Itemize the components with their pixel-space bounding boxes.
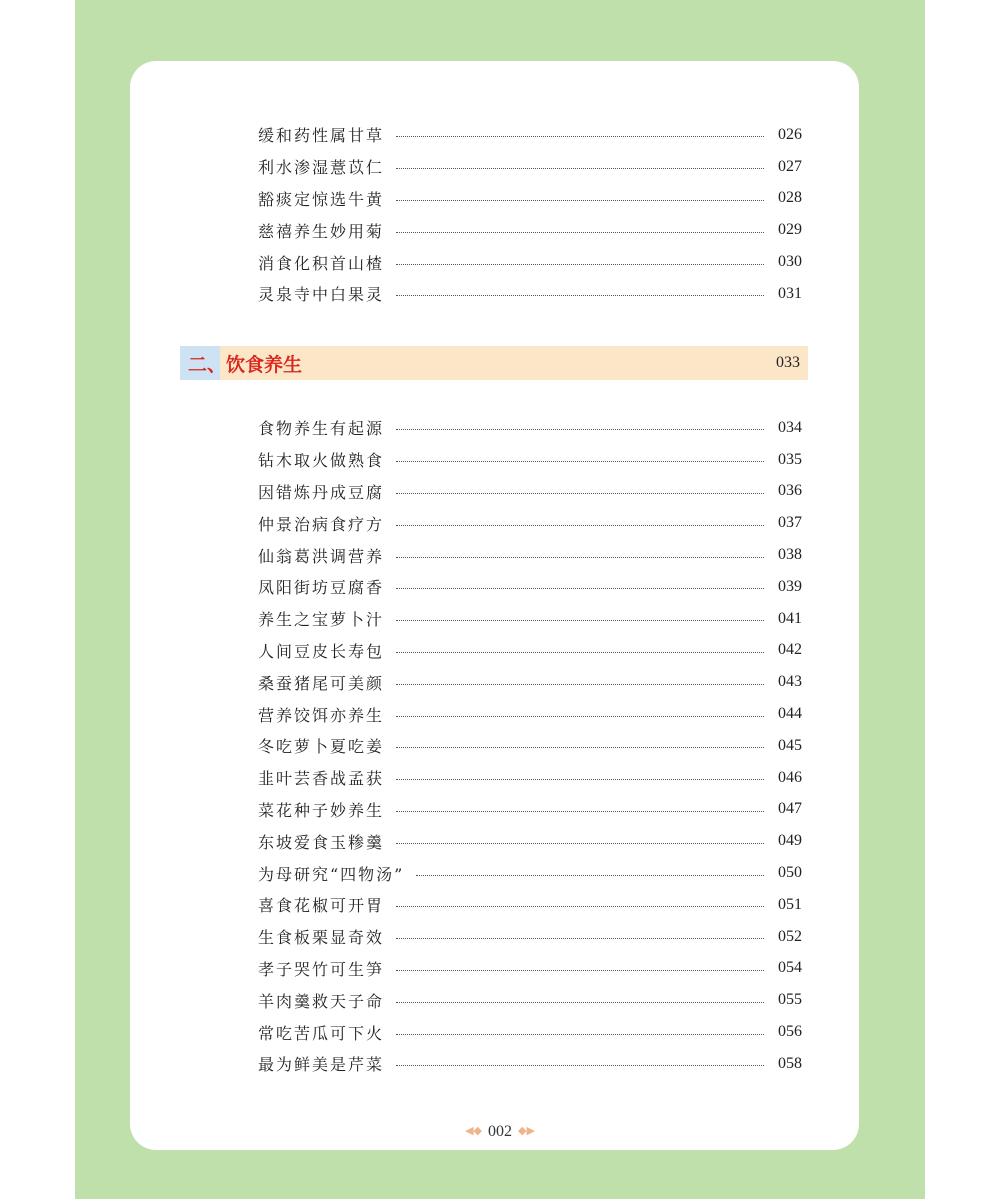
dot-leader (396, 429, 764, 430)
toc-entry-title: 利水渗湿薏苡仁 (258, 158, 385, 178)
toc-row[interactable] (258, 571, 802, 603)
toc-row[interactable] (258, 476, 802, 508)
toc-entry-page: 052 (778, 927, 802, 945)
dot-leader (396, 557, 764, 558)
left-ornament-icon: ◀◆ (465, 1125, 482, 1137)
toc-entry-page: 058 (778, 1054, 802, 1072)
dot-leader (396, 295, 764, 296)
dot-leader (396, 1065, 764, 1066)
toc-entry-title: 豁痰定惊选牛黄 (258, 189, 385, 209)
toc-entry-page: 039 (778, 577, 802, 595)
toc-row[interactable] (258, 246, 802, 278)
dot-leader (396, 1034, 764, 1035)
toc-continued-list (258, 119, 802, 310)
toc-entry-title: 慈禧养生妙用菊 (258, 221, 385, 241)
dot-leader (396, 811, 764, 812)
toc-row[interactable] (258, 889, 802, 921)
toc-entry-title: 常吃苦瓜可下火 (258, 1023, 385, 1043)
toc-entry-title: 钻木取火做熟食 (258, 451, 385, 471)
toc-entry-title: 仲景治病食疗方 (258, 514, 385, 534)
dot-leader (396, 843, 764, 844)
toc-entry-page: 045 (778, 736, 802, 754)
toc-row[interactable] (258, 412, 802, 444)
toc-entry-page: 055 (778, 991, 802, 1009)
dot-leader (396, 1002, 764, 1003)
toc-entry-page: 042 (778, 641, 802, 659)
dot-leader (396, 684, 764, 685)
toc-row[interactable] (258, 1016, 802, 1048)
dot-leader (396, 136, 764, 137)
dot-leader (396, 232, 764, 233)
toc-entry-page: 046 (778, 768, 802, 786)
toc-entry-page: 028 (778, 189, 802, 207)
dot-leader (396, 970, 764, 971)
toc-row[interactable] (258, 603, 802, 635)
toc-entry-page: 043 (778, 673, 802, 691)
dot-leader (396, 716, 764, 717)
toc-entry-page: 026 (778, 125, 802, 143)
toc-row[interactable] (258, 825, 802, 857)
toc-entry-title: 因错炼丹成豆腐 (258, 482, 385, 502)
toc-row[interactable] (258, 444, 802, 476)
toc-entry-page: 041 (778, 609, 802, 627)
toc-entry-title: 缓和药性属甘草 (258, 126, 385, 146)
toc-entry-page: 035 (778, 450, 802, 468)
toc-entry-page: 054 (778, 959, 802, 977)
toc-entry-title: 人间豆皮长寿包 (258, 641, 385, 661)
toc-row[interactable] (258, 278, 802, 310)
toc-row[interactable] (258, 1048, 802, 1080)
toc-entry-page: 056 (778, 1023, 802, 1041)
toc-row[interactable] (258, 119, 802, 151)
toc-entry-title: 灵泉寺中白果灵 (258, 285, 385, 305)
toc-entry-title: 孝子哭竹可生笋 (258, 959, 385, 979)
toc-entry-page: 034 (778, 418, 802, 436)
toc-row[interactable] (258, 539, 802, 571)
dot-leader (396, 168, 764, 169)
toc-entry-title: 凤阳街坊豆腐香 (258, 578, 385, 598)
toc-row[interactable] (258, 183, 802, 215)
toc-row[interactable] (258, 984, 802, 1016)
toc-row[interactable] (258, 953, 802, 985)
toc-entry-page: 038 (778, 546, 802, 564)
toc-row[interactable] (258, 794, 802, 826)
toc-entry-page: 049 (778, 832, 802, 850)
dot-leader (396, 461, 764, 462)
toc-entry-title: 营养饺饵亦养生 (258, 705, 385, 725)
toc-row[interactable] (258, 698, 802, 730)
dot-leader (396, 264, 764, 265)
toc-entry-title: 生食板栗显奇效 (258, 928, 385, 948)
toc-row[interactable] (258, 730, 802, 762)
page-footer (0, 1123, 1000, 1141)
toc-row[interactable] (258, 635, 802, 667)
dot-leader (396, 938, 764, 939)
toc-row[interactable] (258, 762, 802, 794)
footer-page-number: 002 (488, 1123, 512, 1140)
toc-entry-page: 044 (778, 705, 802, 723)
toc-entry-page: 051 (778, 895, 802, 913)
right-ornament-icon: ◆▶ (518, 1125, 535, 1137)
toc-entry-title: 菜花种子妙养生 (258, 800, 385, 820)
toc-entry-title: 养生之宝萝卜汁 (258, 610, 385, 630)
toc-row[interactable] (258, 151, 802, 183)
dot-leader (396, 493, 764, 494)
dot-leader (396, 747, 764, 748)
toc-entry-page: 036 (778, 482, 802, 500)
toc-entry-title: 食物养生有起源 (258, 419, 385, 439)
toc-entry-page: 030 (778, 253, 802, 271)
toc-entry-title: 羊肉羹救天子命 (258, 991, 385, 1011)
toc-entry-title: 冬吃萝卜夏吃姜 (258, 737, 385, 757)
toc-row[interactable] (258, 857, 802, 889)
section-header-bar[interactable] (180, 346, 808, 380)
toc-entry-page: 027 (778, 157, 802, 175)
toc-row[interactable] (258, 666, 802, 698)
dot-leader (396, 200, 764, 201)
dot-leader (396, 588, 764, 589)
toc-row[interactable] (258, 921, 802, 953)
toc-entry-page: 047 (778, 800, 802, 818)
toc-entry-title: 桑蚕猪尾可美颜 (258, 673, 385, 693)
toc-entry-page: 031 (778, 284, 802, 302)
toc-entry-title: 为母研究“四物汤” (258, 864, 405, 884)
dot-leader (396, 652, 764, 653)
toc-entry-page: 037 (778, 514, 802, 532)
toc-entry-title: 仙翁葛洪调营养 (258, 546, 385, 566)
toc-entry-page: 050 (778, 864, 802, 882)
toc-row[interactable] (258, 214, 802, 246)
toc-entry-title: 最为鲜美是芹菜 (258, 1055, 385, 1075)
toc-entry-title: 喜食花椒可开胃 (258, 896, 385, 916)
toc-entry-title: 韭叶芸香战孟获 (258, 769, 385, 789)
toc-entry-title: 消食化积首山楂 (258, 253, 385, 273)
section-title: 二、饮食养生 (188, 354, 303, 376)
toc-entry-list (258, 412, 802, 1080)
toc-entry-title: 东坡爱食玉糁羹 (258, 832, 385, 852)
dot-leader (396, 620, 764, 621)
dot-leader (396, 906, 764, 907)
toc-entry-page: 029 (778, 221, 802, 239)
dot-leader (416, 875, 764, 876)
dot-leader (396, 779, 764, 780)
dot-leader (396, 525, 764, 526)
toc-row[interactable] (258, 507, 802, 539)
section-page-number: 033 (776, 354, 800, 371)
